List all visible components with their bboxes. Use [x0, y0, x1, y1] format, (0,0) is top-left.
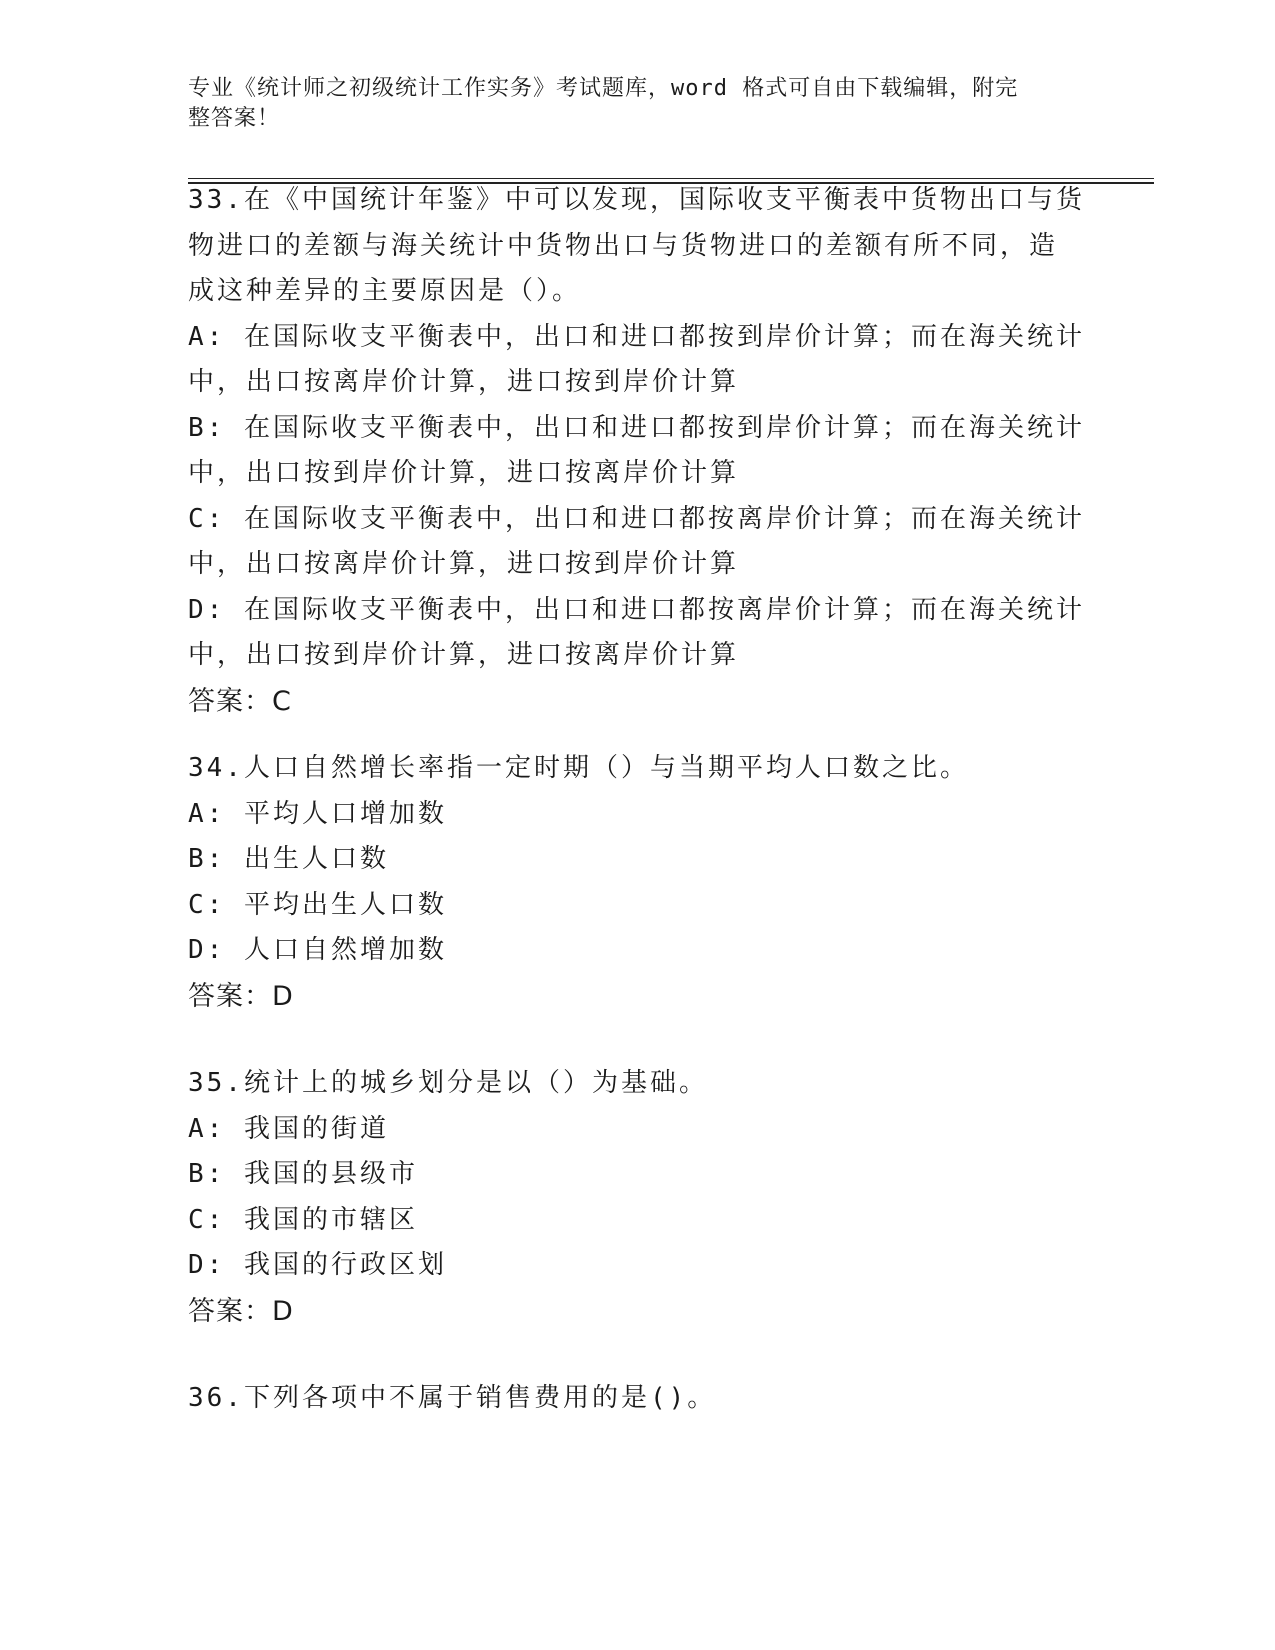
answer-line: 答案：D — [188, 1295, 294, 1327]
option-a-line: 中，出口按离岸价计算，进口按到岸价计算 — [188, 367, 740, 397]
option-b-line: 中，出口按到岸价计算，进口按离岸价计算 — [188, 458, 740, 488]
question-stem-line: 成这种差异的主要原因是（）。 — [188, 276, 582, 306]
question-stem-line: 35.统计上的城乡划分是以（）为基础。 — [188, 1068, 708, 1098]
option-d-line: 中，出口按到岸价计算，进口按离岸价计算 — [188, 640, 740, 670]
question-stem-line: 物进口的差额与海关统计中货物出口与货物进口的差额有所不同，造 — [188, 230, 1059, 261]
option-c-line: C: 我国的市辖区 — [188, 1204, 418, 1235]
answer-line: 答案：D — [188, 980, 294, 1012]
header-line-1: 专业《统计师之初级统计工作实务》考试题库，word 格式可自由下载编辑，附完 — [188, 76, 1019, 101]
option-c-line: C: 在国际收支平衡表中，出口和进口都按离岸价计算；而在海关统计 — [188, 503, 1085, 534]
option-a-line: A: 平均人口增加数 — [188, 798, 447, 829]
option-c-line: 中，出口按离岸价计算，进口按到岸价计算 — [188, 549, 740, 579]
question-33 — [188, 178, 1088, 724]
option-b-line: B: 出生人口数 — [188, 844, 389, 874]
answer-line: 答案：C — [188, 685, 292, 717]
option-a-line: A: 在国际收支平衡表中，出口和进口都按到岸价计算；而在海关统计 — [188, 321, 1085, 352]
question-stem-line: 33.在《中国统计年鉴》中可以发现，国际收支平衡表中货物出口与货 — [188, 185, 1085, 215]
question-36 — [188, 1376, 1088, 1422]
option-b-line: B: 在国际收支平衡表中，出口和进口都按到岸价计算；而在海关统计 — [188, 412, 1085, 443]
question-stem-line: 34.人口自然增长率指一定时期（）与当期平均人口数之比。 — [188, 753, 969, 783]
option-a-line: A: 我国的街道 — [188, 1113, 389, 1144]
option-d-line: D: 人口自然增加数 — [188, 935, 447, 965]
header-line-2: 整答案！ — [188, 106, 281, 131]
document-header — [188, 74, 1088, 134]
question-34 — [188, 746, 1088, 1019]
question-35 — [188, 1061, 1088, 1334]
option-d-line: D: 在国际收支平衡表中，出口和进口都按离岸价计算；而在海关统计 — [188, 594, 1085, 625]
question-stem-line: 36.下列各项中不属于销售费用的是()。 — [188, 1383, 717, 1413]
option-d-line: D: 我国的行政区划 — [188, 1250, 447, 1280]
option-c-line: C: 平均出生人口数 — [188, 889, 447, 920]
option-b-line: B: 我国的县级市 — [188, 1159, 418, 1189]
